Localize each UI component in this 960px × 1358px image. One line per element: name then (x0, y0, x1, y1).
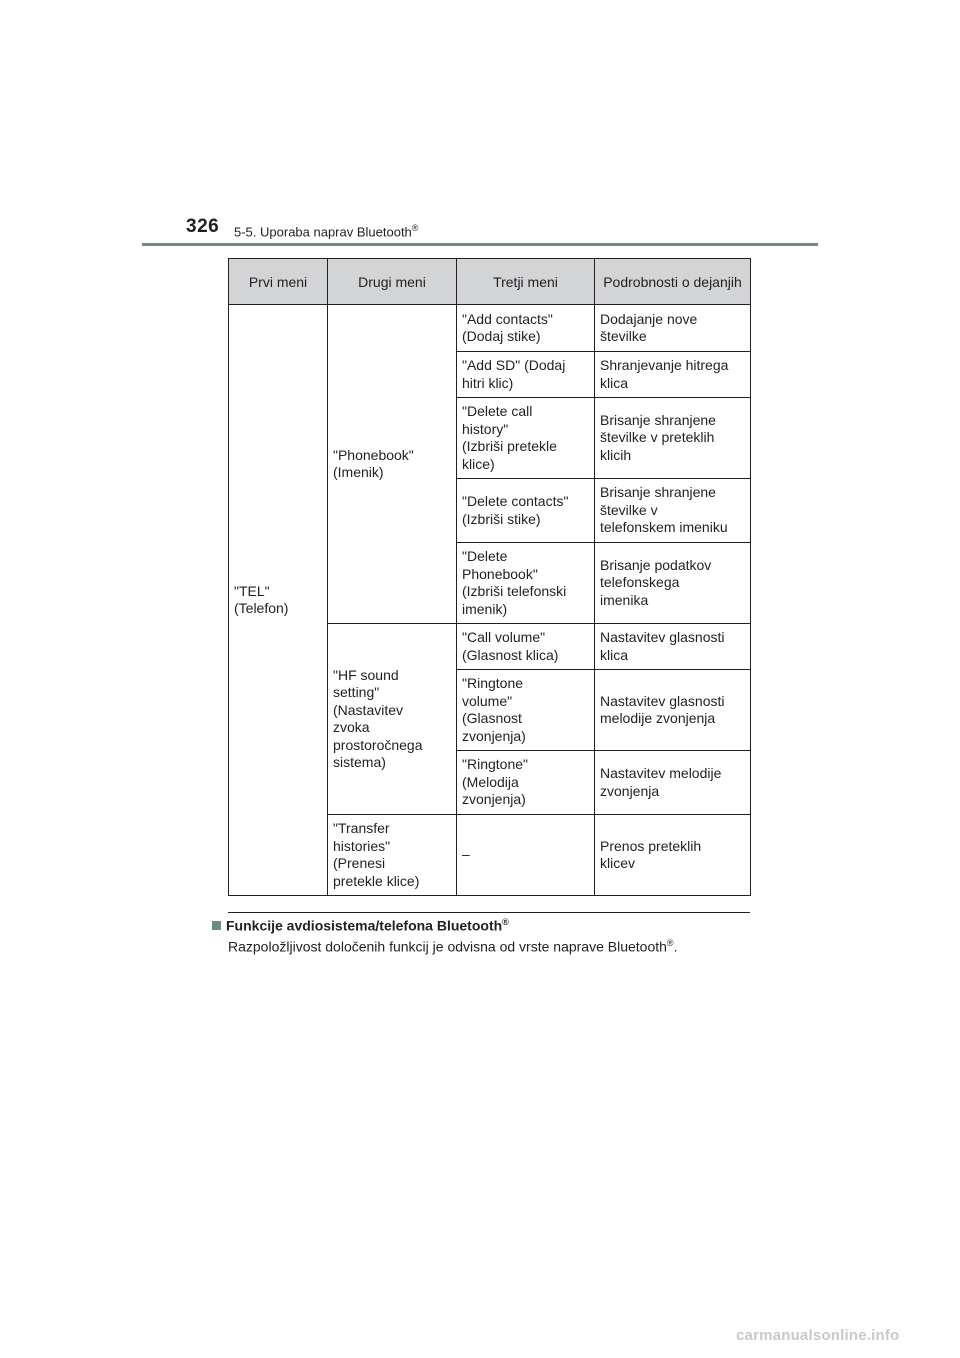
note-body (228, 938, 677, 955)
first-menu-cell: "TEL" (Telefon) (229, 305, 328, 896)
header-rule (142, 243, 818, 246)
detail-cell: Brisanje shranjene številke v telefonskem imeniku (595, 479, 751, 543)
detail-cell: Nastavitev glasnosti klica (595, 624, 751, 670)
third-menu-cell: "Ringtone volume" (Glasnost zvonjenja) (457, 670, 595, 751)
header-second-menu: Drugi meni (328, 259, 457, 305)
third-menu-cell: "Delete contacts" (Izbriši stike) (457, 479, 595, 543)
note-body-end: . (673, 938, 678, 955)
third-menu-cell: "Delete call history" (Izbriši pretekle klice) (457, 398, 595, 479)
note-heading (212, 917, 509, 934)
note-rule (228, 912, 750, 913)
menu-table (228, 258, 751, 896)
detail-cell: Nastavitev melodije zvonjenja (595, 751, 751, 815)
detail-cell: Shranjevanje hitrega klica (595, 352, 751, 398)
third-menu-cell: – (457, 815, 595, 896)
table-header-row (229, 259, 751, 305)
header-details: Podrobnosti o dejanjih (595, 259, 751, 305)
note-heading-registered-mark: ® (502, 917, 509, 927)
third-menu-cell: "Call volume" (Glasnost klica) (457, 624, 595, 670)
detail-cell: Prenos preteklih klicev (595, 815, 751, 896)
page-number: 326 (186, 216, 220, 237)
second-menu-cell-phonebook: "Phonebook" (Imenik) (328, 305, 457, 624)
section-title-text: 5-5. Uporaba naprav Bluetooth (234, 224, 412, 240)
third-menu-cell: "Ringtone" (Melodija zvonjenja) (457, 751, 595, 815)
third-menu-cell: "Delete Phonebook" (Izbriši telefonski imenik) (457, 543, 595, 624)
second-menu-cell-hf-sound: "HF sound setting" (Nastavitev zvoka prostoročnega sistema) (328, 624, 457, 815)
detail-cell: Brisanje podatkov telefonskega imenika (595, 543, 751, 624)
detail-cell: Brisanje shranjene številke v preteklih klicih (595, 398, 751, 479)
third-menu-cell: "Add contacts" (Dodaj stike) (457, 305, 595, 352)
detail-cell: Nastavitev glasnosti melodije zvonjenja (595, 670, 751, 751)
note-body-text: Razpoložljivost določenih funkcij je odvisna od vrste naprave Bluetooth (228, 938, 667, 955)
header-first-menu: Prvi meni (229, 259, 328, 305)
square-bullet-icon (212, 921, 221, 930)
third-menu-cell: "Add SD" (Dodaj hitri klic) (457, 352, 595, 398)
section-title-registered-mark: ® (411, 223, 419, 233)
watermark: carmanualsonline.info (736, 1327, 900, 1344)
second-menu-cell-transfer: "Transfer histories" (Prenesi pretekle klice) (328, 815, 457, 896)
header-third-menu: Tretji meni (457, 259, 595, 305)
note-body-registered-mark: ® (666, 938, 674, 948)
table-row (229, 305, 751, 352)
note-heading-text: Funkcije avdiosistema/telefona Bluetooth (226, 917, 503, 934)
detail-cell: Dodajanje nove številke (595, 305, 751, 352)
section-title (234, 223, 418, 239)
